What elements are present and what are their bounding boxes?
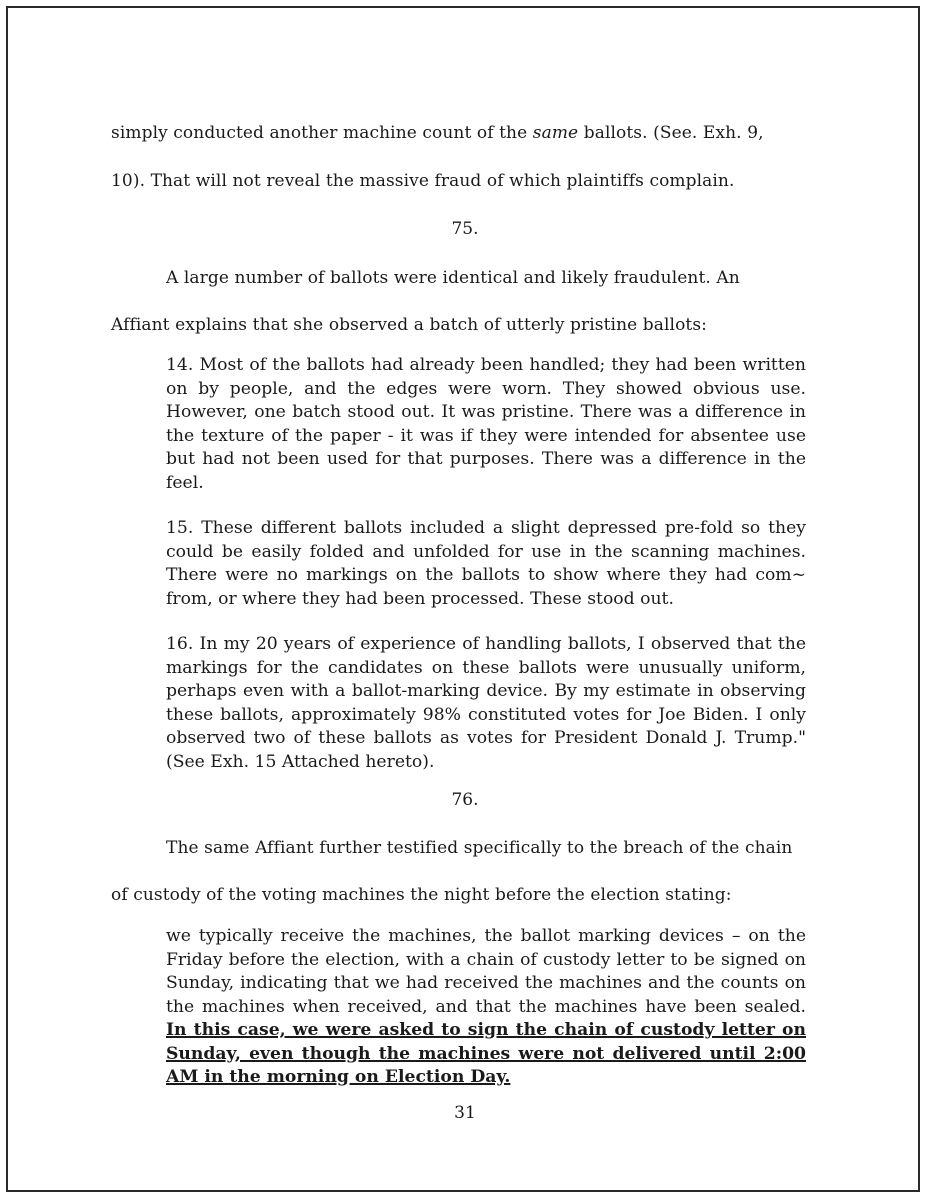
quote-testimony-text — [166, 925, 806, 1090]
quote-paragraph-16: 16. In my 20 years of experience of handling ballots, I observed that the markings for the candidates on these ballots were unusually uniform, perhaps even with a ballot-marking device. By my estimate in observing these ballots, approximately 98% constituted votes for Joe Biden. I only observed two of these ballots as votes for President Donald J. Trump." (See Exh. 15 Attached hereto). — [166, 634, 806, 772]
body-line-3: A large number of ballots were identical and likely fraudulent. An — [166, 268, 740, 288]
body-line-5: The same Affiant further testified specifically to the breach of the chain — [166, 838, 793, 858]
paragraph-number-76: 76. — [451, 790, 479, 810]
paragraph-number-75: 75. — [451, 219, 479, 239]
quote-paragraph-14: 14. Most of the ballots had already been handled; they had been written on by people, and the edges were worn. They showed obvious use. However, one batch stood out. It was pristine. There was a difference in the texture of the paper - it was if they were intended for absentee use but had not been used for that purposes. There was a difference in the feel. — [166, 355, 806, 493]
block-quote-testimony — [166, 925, 806, 1090]
body-text: ballots. (See. Exh. 9, — [578, 123, 764, 143]
page-number: 31 — [454, 1103, 476, 1123]
italic-emphasis: same — [532, 123, 579, 143]
body-line-6: of custody of the voting machines the night before the election stating: — [111, 885, 732, 905]
body-text: simply conducted another machine count of the — [111, 123, 533, 143]
quote-paragraph-15: 15. These different ballots included a slight depressed pre-fold so they could be easily folded and unfolded for use in the scanning machines. There were no markings on the ballots to show where they had com~ from, or where they had been processed. These stood out. — [166, 518, 806, 609]
quote-bold-underlined-text: In this case, we were asked to sign the chain of custody letter on Sunday, even though the machines were not delivered until 2:00 AM in the morning on Election Day. — [166, 1020, 806, 1087]
body-line-2: 10). That will not reveal the massive fraud of which plaintiffs complain. — [111, 171, 735, 191]
body-line-1 — [111, 121, 764, 145]
body-line-4: Affiant explains that she observed a batch of utterly pristine ballots: — [111, 315, 707, 335]
document-page — [6, 6, 920, 1192]
quote-plain-text: we typically receive the machines, the ballot marking devices – on the Friday before the election, with a chain of custody letter to be signed on Sunday, indicating that we had received the machines and the counts on the machines when received, and that the machines have been sealed. — [166, 926, 806, 1017]
block-quote-affidavit — [166, 354, 806, 774]
